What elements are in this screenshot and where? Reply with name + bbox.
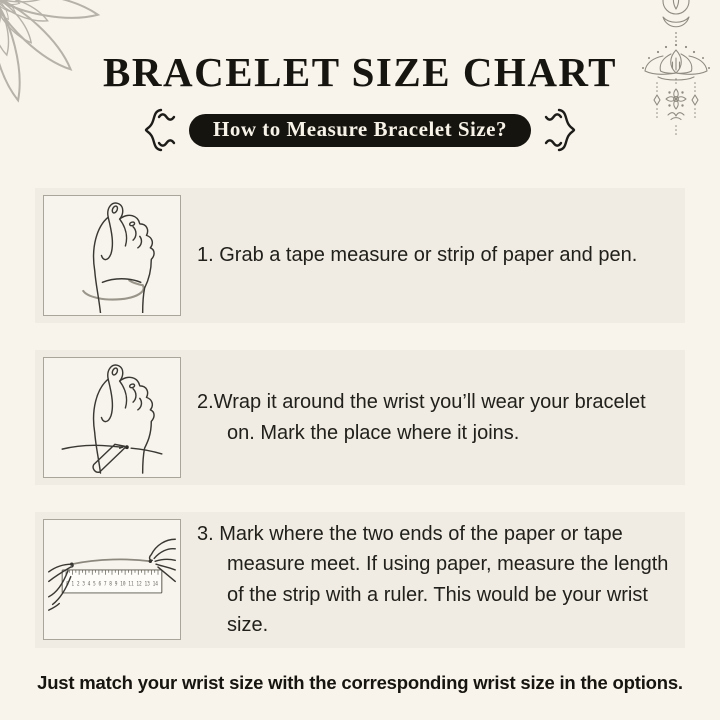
subtitle-row <box>0 108 720 152</box>
ruler-numbers: 0 1 2 3 4 5 6 7 8 9 10 11 12 13 14 <box>66 581 159 588</box>
step-3-text: 3. Mark where the two ends of the paper or tape measure meet. If using paper, measure the length of the strip with a ruler. This would be your wrist size. <box>197 523 669 637</box>
hands-stretching-strip-over-ruler-icon <box>46 522 178 637</box>
footer-note: Just match your wrist size with the corresponding wrist size in the options. <box>37 671 683 693</box>
fist-with-pen-marking-wrist-icon <box>46 360 178 475</box>
subtitle-text: How to Measure Bracelet Size? <box>212 116 508 141</box>
step-card-3 <box>35 512 685 648</box>
step-card-2 <box>35 350 685 485</box>
subtitle-banner <box>189 114 531 147</box>
header <box>0 0 720 152</box>
step-card-1 <box>35 188 685 323</box>
step-3-illustration-tile <box>43 519 181 640</box>
step-1-text: 1. Grab a tape measure or strip of paper and pen. <box>197 244 638 267</box>
swirl-ornament-left-icon <box>144 108 176 152</box>
step-1-illustration-tile <box>43 195 181 316</box>
steps-list <box>35 188 685 648</box>
page-title: BRACELET SIZE CHART <box>103 49 617 95</box>
step-2-illustration-tile <box>43 357 181 478</box>
fist-with-tape-measure-loop-icon <box>46 198 178 313</box>
step-2-text: 2.Wrap it around the wrist you’ll wear your bracelet on. Mark the place where it joins. <box>197 391 646 444</box>
swirl-ornament-right-icon <box>544 108 576 152</box>
